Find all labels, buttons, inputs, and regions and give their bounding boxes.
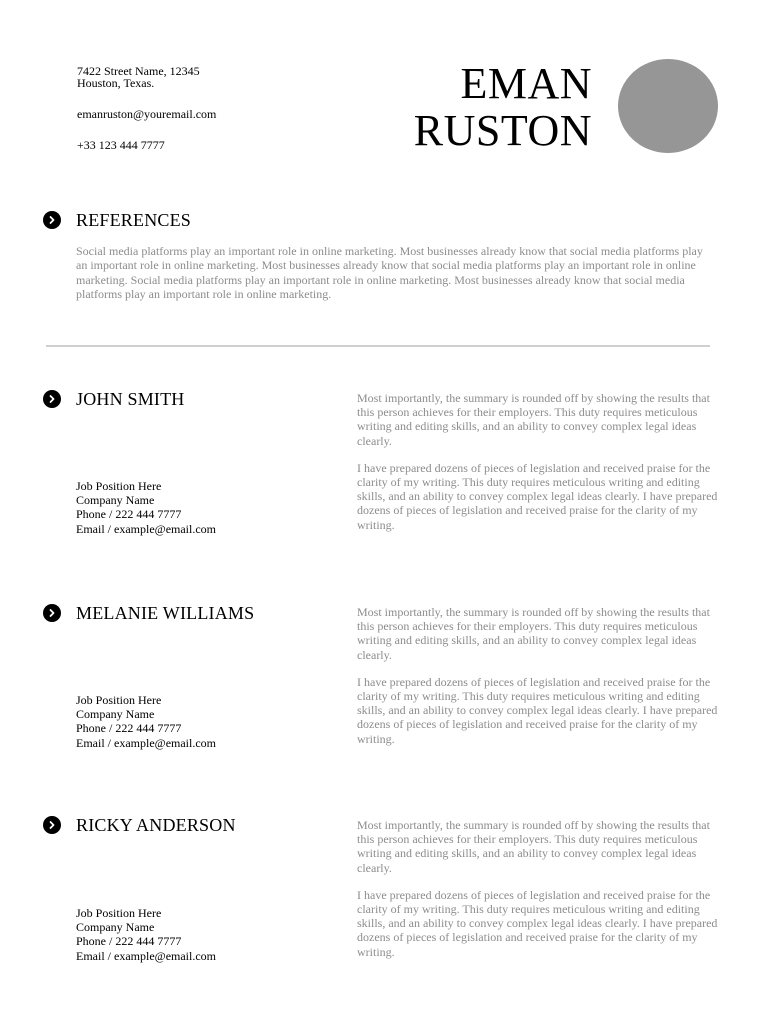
chevron-right-icon bbox=[43, 604, 61, 622]
referee-company: Company Name bbox=[76, 493, 155, 508]
section-divider bbox=[46, 345, 710, 347]
last-name: RUSTON bbox=[413, 106, 592, 155]
referee-position: Job Position Here bbox=[76, 906, 162, 920]
profile-photo-placeholder bbox=[618, 59, 718, 153]
referee-details bbox=[76, 693, 216, 750]
referee-paragraph: I have prepared dozens of pieces of legislation and received praise for the clarity of my writing. This duty requires meticulous writing and editing skills, and an ability to convey complex legal ideas clearly. I have prepared dozens of pieces of legislation and received praise for the clarity of my writing. bbox=[357, 887, 718, 959]
referee-paragraph: Most importantly, the summary is rounded off by showing the results that this person achieves for their employers. This duty requires meticulous writing and editing skills, and an ability to convey complex legal ideas clearly. bbox=[357, 818, 710, 875]
referee-details bbox=[76, 906, 216, 963]
referee-paragraph: Most importantly, the summary is rounded off by showing the results that this person achieves for their employers. This duty requires meticulous writing and editing skills, and an ability to convey complex legal ideas clearly. bbox=[357, 605, 710, 662]
chevron-right-icon bbox=[43, 390, 61, 408]
contact-info bbox=[77, 65, 216, 151]
referee-email: Email / example@email.com bbox=[76, 948, 217, 963]
referee-details bbox=[76, 479, 216, 536]
chevron-right-icon bbox=[43, 211, 61, 229]
references-intro: Social media platforms play an important role in online marketing. Most businesses already know that social media platforms play an important role in online marketing. Most businesses already know that social media platforms play an important role in online marketing. Social media platforms play an important role in online marketing. Most businesses already know that social media platforms play an important role in online marketing. bbox=[76, 244, 703, 302]
referee-paragraph: Most importantly, the summary is rounded off by showing the results that this person achieves for their employers. This duty requires meticulous writing and editing skills, and an ability to convey complex legal ideas clearly. bbox=[357, 391, 710, 448]
referee-company: Company Name bbox=[76, 707, 155, 722]
chevron-right-icon bbox=[43, 816, 61, 834]
referee-company: Company Name bbox=[76, 920, 155, 935]
contact-phone: +33 123 444 7777 bbox=[77, 138, 165, 152]
referee-email: Email / example@email.com bbox=[76, 735, 217, 750]
referee-position: Job Position Here bbox=[76, 479, 162, 493]
contact-email: emanruston@youremail.com bbox=[77, 107, 217, 121]
candidate-name bbox=[414, 60, 592, 154]
referee-paragraph: I have prepared dozens of pieces of legislation and received praise for the clarity of my writing. This duty requires meticulous writing and editing skills, and an ability to convey complex legal ideas clearly. I have prepared dozens of pieces of legislation and received praise for the clarity of my writing. bbox=[357, 674, 718, 746]
referee-phone: Phone / 222 444 7777 bbox=[76, 721, 182, 736]
referee-description bbox=[357, 391, 729, 545]
first-name: EMAN bbox=[460, 59, 592, 108]
referee-email: Email / example@email.com bbox=[76, 521, 217, 536]
referee-phone: Phone / 222 444 7777 bbox=[76, 934, 182, 949]
referee-description bbox=[357, 818, 729, 972]
referee-name: RICKY ANDERSON bbox=[76, 815, 236, 835]
referee-paragraph: I have prepared dozens of pieces of legislation and received praise for the clarity of my writing. This duty requires meticulous writing and editing skills, and an ability to convey complex legal ideas clearly. I have prepared dozens of pieces of legislation and received praise for the clarity of my writing. bbox=[357, 460, 718, 532]
references-title: REFERENCES bbox=[76, 210, 192, 230]
referee-name: MELANIE WILLIAMS bbox=[76, 603, 255, 623]
address-line-1: 7422 Street Name, 12345 bbox=[77, 64, 200, 78]
address-line-2: Houston, Texas. bbox=[77, 76, 155, 90]
referee-name: JOHN SMITH bbox=[76, 389, 185, 409]
referee-position: Job Position Here bbox=[76, 693, 162, 707]
referee-phone: Phone / 222 444 7777 bbox=[76, 507, 182, 522]
referee-description bbox=[357, 605, 729, 759]
